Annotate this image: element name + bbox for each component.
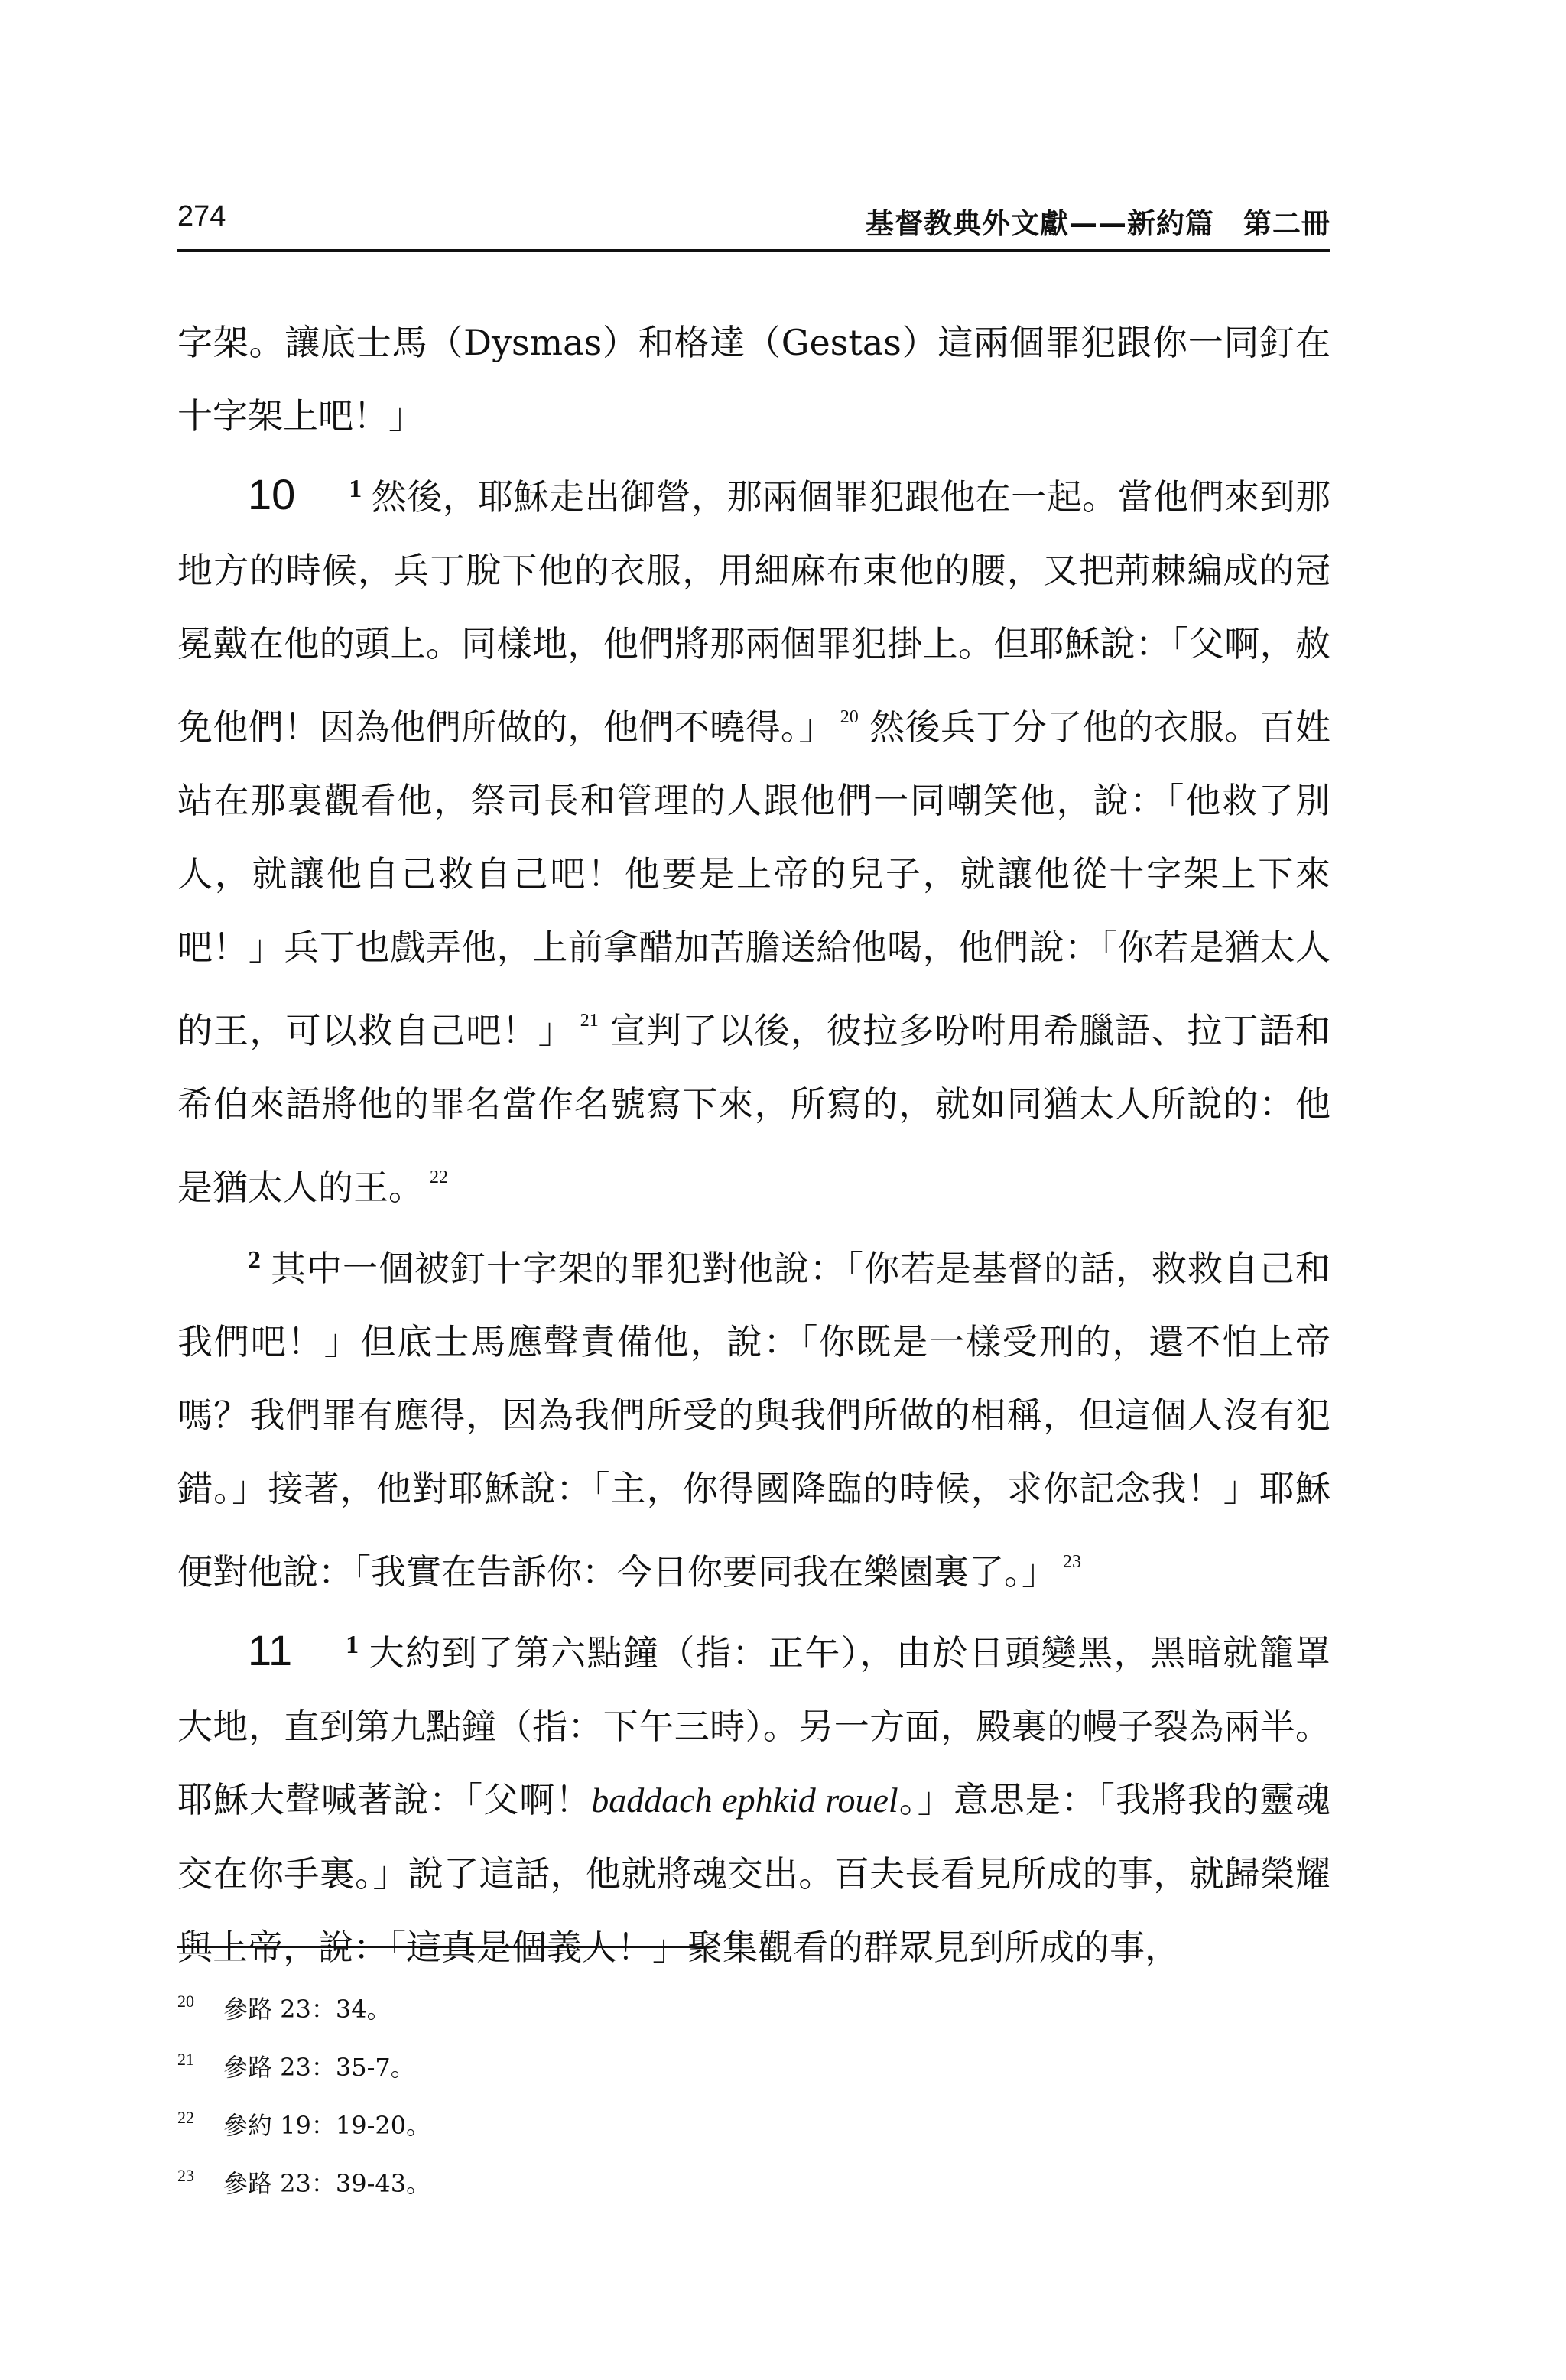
footnotes — [177, 1973, 866, 2205]
paragraph-text: 宣判了以後，彼拉多吩咐用希臘語、拉丁語和希伯來語將他的罪名當作名號寫下來，所寫的，就如同猶太人所說的：他是猶太人的王。 — [177, 1010, 1331, 1208]
footnote-23 — [177, 2147, 866, 2205]
paragraph-chapter-10 — [177, 453, 1330, 1224]
paragraph-text: 然後，耶穌走出御營，那兩個罪犯跟他在一起。當他們來到那地方的時候，兵丁脫下他的衣服，用細麻布束他的腰，又把荊棘編成的冠冕戴在他的頭上。同樣地，他們將那兩個罪犯掛上。但耶穌說：「父啊，赦免他們！因為他們所做的，他們不曉得。」 — [177, 476, 1330, 748]
footnote-text: 參路 23：39-43。 — [223, 2169, 431, 2198]
footnote-number: 21 — [177, 2050, 194, 2069]
footnote-number: 22 — [177, 2108, 194, 2127]
footnote-text: 參約 19：19-20。 — [223, 2111, 431, 2140]
verse-number: 1 — [346, 1631, 359, 1659]
verse-number: 2 — [248, 1246, 261, 1274]
footnote-ref-23: 23 — [1063, 1552, 1081, 1572]
page-header — [177, 193, 1330, 252]
footnote-21 — [177, 2031, 866, 2089]
chapter-number: 10 — [248, 470, 296, 518]
paragraph-text: 字架。讓底士馬（Dysmas）和格達（Gestas）這兩個罪犯跟你一同釘在十字架上吧！」 — [177, 322, 1330, 437]
paragraph-chapter-11 — [177, 1609, 1330, 1984]
chapter-number: 11 — [248, 1626, 293, 1674]
footnote-number: 20 — [177, 1992, 194, 2011]
footnote-ref-20: 20 — [840, 707, 859, 727]
verse-number: 1 — [349, 475, 362, 503]
page-number: 274 — [177, 200, 226, 232]
footnote-20 — [177, 1973, 866, 2031]
footnote-ref-21: 21 — [580, 1011, 599, 1031]
paragraph-text: 其中一個被釘十字架的罪犯對他說：「你若是基督的話，救救自己和我們吧！」但底士馬應聲責備他，說：「你既是一樣受刑的，還不怕上帝嗎？我們罪有應得，因為我們所受的與我們所做的相稱，但這個人沒有犯錯。」接著，他對耶穌說：「主，你得國降臨的時候，求你記念我！」耶穌便對他說：「我實在告訴你：今日你要同我在樂園裏了。」 — [177, 1248, 1330, 1593]
body-text — [177, 306, 1330, 1984]
footnote-ref-22: 22 — [430, 1167, 448, 1187]
paragraph-text: 大約到了第六點鐘（指：正午），由於日頭變黑，黑暗就籠罩大地，直到第九點鐘（指：下午三時）。另一方面，殿裏的幔子裂為兩半。耶穌大聲喊著說：「父啊！ — [177, 1632, 1330, 1820]
footnote-number: 23 — [177, 2166, 194, 2185]
footnote-divider — [177, 1946, 713, 1948]
footnote-text: 參路 23：34。 — [223, 1995, 392, 2024]
transliteration: baddach ephkid rouel — [591, 1781, 898, 1820]
paragraph-text: 然後兵丁分了他的衣服。百姓站在那裏觀看他，祭司長和管理的人跟他們一同嘲笑他，說：「他救了別人，就讓他自己救自己吧！他要是上帝的兒子，就讓他從十字架上下來吧！」兵丁也戲弄他，上前拿醋加苦膽送給他喝，他們說：「你若是猶太人的王，可以救自己吧！」 — [177, 706, 1330, 1051]
footnote-text: 參路 23：35-7。 — [223, 2053, 415, 2082]
paragraph-verse-2 — [177, 1224, 1330, 1609]
footnote-22 — [177, 2089, 866, 2147]
paragraph-continuation — [177, 306, 1330, 453]
paragraph-text: 。」意思是：「我將我的靈魂交在你手裏。」說了這話，他就將魂交出。百夫長看見所成的事，就歸榮耀與上帝，說：「這真是個義人！」聚集觀看的群眾見到所成的事， — [177, 1779, 1330, 1968]
running-title: 基督教典外文獻——新約篇 第二冊 — [866, 207, 1330, 240]
